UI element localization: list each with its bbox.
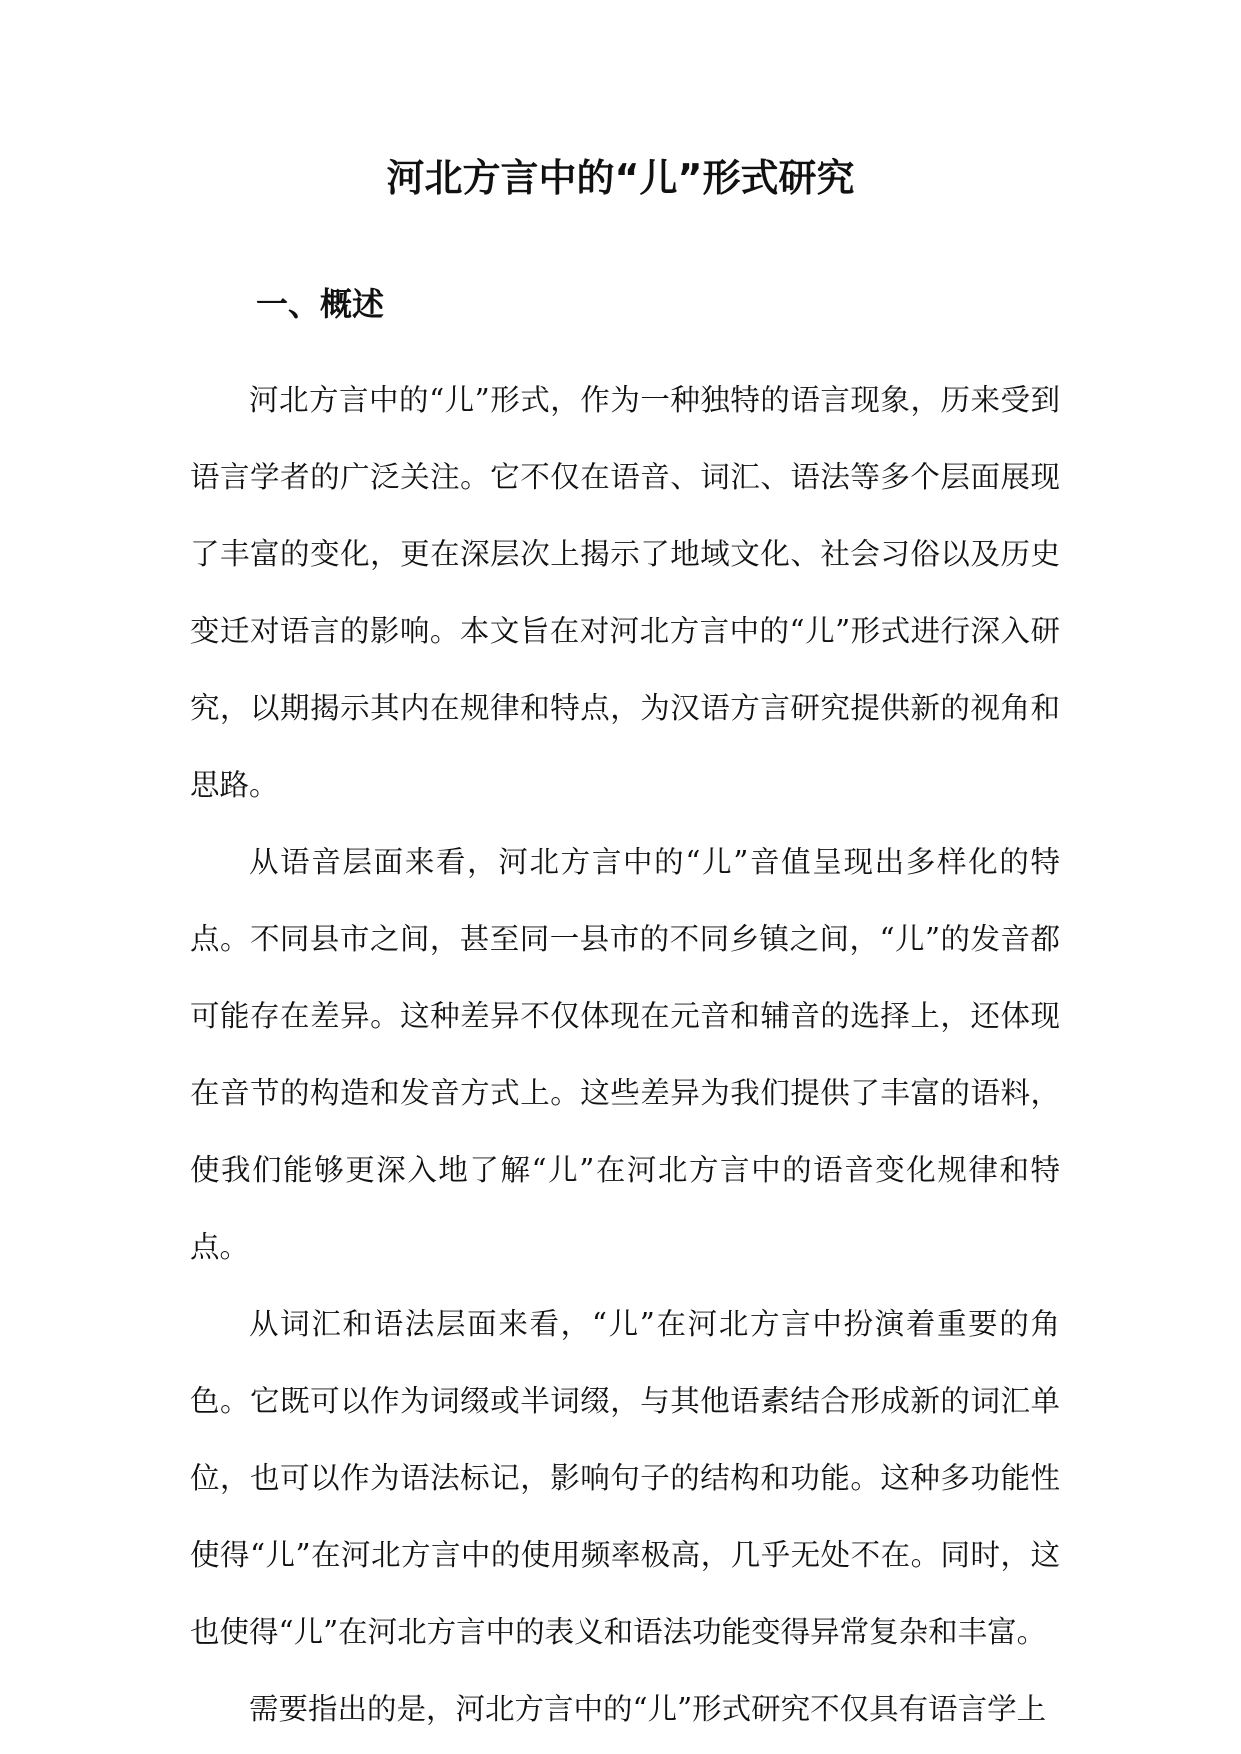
document-title: 河北方言中的“儿”形式研究 <box>386 156 855 200</box>
section-heading: 一、概述 <box>256 285 385 323</box>
paragraph-significance: 需要指出的是，河北方言中的“儿”形式研究不仅具有语言学上 <box>249 1692 1047 1726</box>
paragraph-intro: 河北方言中的“儿”形式，作为一种独特的语言现象，历来受到语言学者的广泛关注。它不仅在语音、词汇、语法等多个层面展现了丰富的变化，更在深层次上揭示了地域文化、社会习俗以及历史变迁对语言的影响。本文旨在对河北方言中的“儿”形式进行深入研究，以期揭示其内在规律和特点，为汉语方言研究提供新的视角和思路。 <box>190 383 1060 802</box>
paragraph-lexicon-grammar: 从词汇和语法层面来看，“儿”在河北方言中扮演着重要的角色。它既可以作为词缀或半词缀，与其他语素结合形成新的词汇单位，也可以作为语法标记，影响句子的结构和功能。这种多功能性使得“儿”在河北方言中的使用频率极高，几乎无处不在。同时，这也使得“儿”在河北方言中的表义和语法功能变得异常复杂和丰富。 <box>190 1307 1060 1649</box>
paragraph-phonetics: 从语音层面来看，河北方言中的“儿”音值呈现出多样化的特点。不同县市之间，甚至同一县市的不同乡镇之间，“儿”的发音都可能存在差异。这种差异不仅体现在元音和辅音的选择上，还体现在音节的构造和发音方式上。这些差异为我们提供了丰富的语料，使我们能够更深入地了解“儿”在河北方言中的语音变化规律和特点。 <box>190 845 1060 1264</box>
document-body <box>190 362 1060 1748</box>
